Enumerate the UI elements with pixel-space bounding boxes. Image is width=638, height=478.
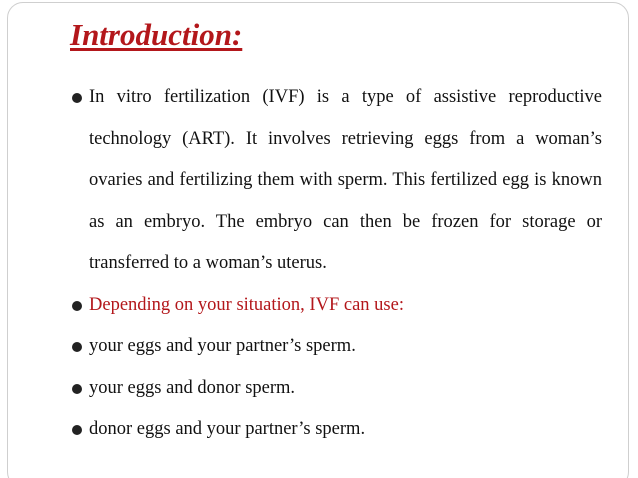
bullet-text: your eggs and donor sperm. bbox=[89, 377, 296, 398]
bullet-item-ivf-definition bbox=[72, 77, 602, 285]
bullet-item-own-eggs-donor-sperm bbox=[72, 368, 602, 410]
bullet-text: donor eggs and your partner’s sperm. bbox=[89, 419, 366, 439]
bullet-icon bbox=[72, 342, 82, 352]
bullet-icon bbox=[72, 384, 82, 394]
bullet-text: In vitro fertilization (IVF) is a type of assistive reproductive technology (ART). It involves retrieving eggs from a woman’s ovaries and fertilizing them with sperm. This fertilized egg is known as an embryo. The embryo can then be frozen for storage or transferred to a woman’s uterus. bbox=[89, 87, 602, 273]
bullet-item-own-eggs-partner-sperm bbox=[72, 326, 602, 368]
bullet-text: Depending on your situation, IVF can use: bbox=[89, 294, 404, 315]
bullet-icon bbox=[72, 93, 82, 103]
bullet-item-donor-eggs-partner-sperm bbox=[72, 409, 602, 451]
slide-title: Introduction: bbox=[70, 17, 243, 52]
bullet-text: your eggs and your partner’s sperm. bbox=[89, 336, 356, 356]
bullet-list bbox=[72, 77, 602, 451]
bullet-item-ivf-options bbox=[72, 285, 602, 327]
bullet-icon bbox=[72, 425, 82, 435]
bullet-icon bbox=[72, 301, 82, 311]
